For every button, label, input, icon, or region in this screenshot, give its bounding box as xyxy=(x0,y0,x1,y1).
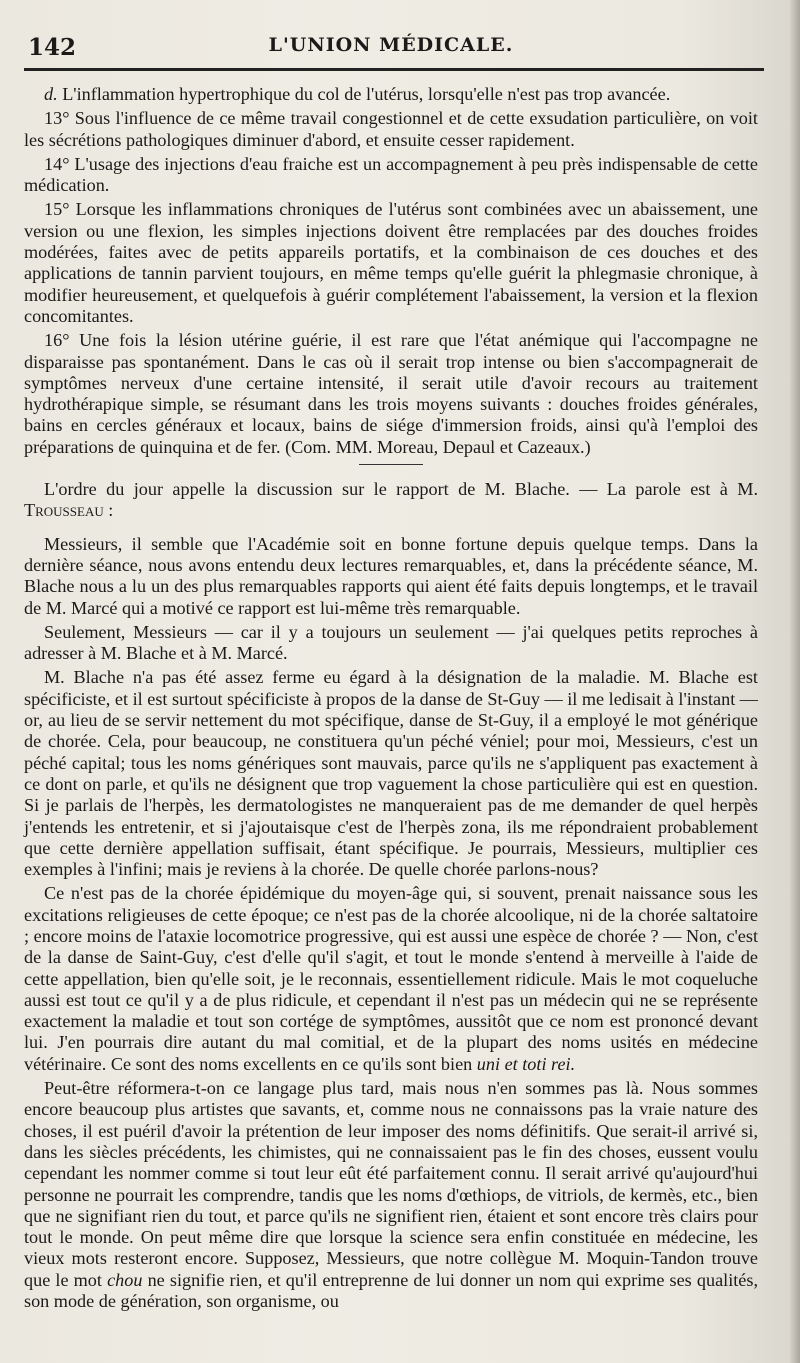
italic-word: chou xyxy=(107,1269,143,1290)
page-number: 142 xyxy=(28,34,77,61)
speech-paragraph-4 xyxy=(24,883,758,1075)
paragraph-14: 14° L'usage des injections d'eau fraiche est un accompagnement à peu près indispensable de cette médication. xyxy=(24,153,758,196)
closing-paragraph xyxy=(24,1078,758,1312)
paragraph-text: L'inflammation hypertrophique du col de l'utérus, lorsqu'elle n'est pas trop avancée. xyxy=(57,84,671,104)
agenda-end: : xyxy=(103,500,114,521)
section-separator xyxy=(359,464,423,465)
page-header xyxy=(24,28,758,68)
page-edge-shadow xyxy=(790,0,800,1363)
item-label-d: d. xyxy=(44,84,58,104)
agenda-text: L'ordre du jour appelle la discussion sur le rapport de M. Blache. — La parole est à M. xyxy=(44,479,758,500)
speech-paragraph-3: M. Blache n'a pas été assez ferme eu égard à la désignation de la maladie. M. Blache est spécificiste, et il est surtout spécificiste à propos de la danse de St-Guy — il me ledisait à l'instant — or, au lieu de se servir nettement du mot spécifique, danse de St-Guy, il a employé le mot générique de chorée. Cela, pour beaucoup, ne constituera qu'un péché véniel; pour moi, Messieurs, c'est un péché capital; tous les noms génériques sont mauvais, parce qu'ils ne s'appliquent pas exactement à ce dont on parle, et qu'ils ne désignent que trop vaguement la chose particulière qui est en question. Si je parlais de l'herpès, les dermatologistes ne manqueraient pas de me demander de quel herpès j'entends les entretenir, et si j'ajoutaisque c'est de l'herpès zona, ils me répondraient probablement que cette dernière appellation suffisait, étant spécifique. Je pourrais, Messieurs, multiplier ces exemples à l'infini; mais je reviens à la chorée. De quelle chorée parlons-nous? xyxy=(24,667,758,880)
speech-paragraph-2: Seulement, Messieurs — car il y a toujours un seulement — j'ai quelques petits reproches à adresser à M. Blache et à M. Marcé. xyxy=(24,621,758,664)
speaker-name: Trousseau xyxy=(24,500,104,521)
header-rule xyxy=(24,68,764,71)
running-title: L'UNION MÉDICALE. xyxy=(268,34,514,56)
closing-text-start: Peut-être réformera-t-on ce langage plus tard, mais nous n'en sommes pas là. Nous sommes encore beaucoup plus artistes que savants, et, comme nous ne connaissons pas la vraie nature des choses, il est puéril d'avoir la prétention de leur imposer des noms définitifs. Que serait-il arrivé si, dans les siècles précédents, les chimistes, qui ne connaissaient pas le fin des choses, eussent voulu cependant les nommer comme si tout leur eût été parfaitement connu. Il serait arrivé qu'aujourd'hui personne ne pourrait les comprendre, tandis que les noms d'œthiops, de vitriols, de kermès, etc., bien que ne signifiant rien du tout, et parce qu'ils ne signifient rien, étaient et sont encore très clairs pour tout le monde. On peut même dire que lorsque la science sera enfin constituée en médecine, les vieux mots resteront encore. Supposez, Messieurs, que notre collègue M. Moquin-Tandon trouve que le mot xyxy=(24,1078,758,1290)
closing-text-end: ne signifie rien, et qu'il entreprenne de lui donner un nom qui exprime ses qualités, son mode de génération, son organisme, ou xyxy=(24,1269,759,1312)
speech-paragraph-1: Messieurs, il semble que l'Académie soit en bonne fortune depuis quelque temps. Dans la dernière séance, nous avons entendu deux lectures remarquables, et, dans la précédente séance, M. Blache nous a lu un des plus remarquables rapports qui aient été faits depuis longtemps, et le travail de M. Marcé qui a motivé ce rapport est lui-même très remarquable. xyxy=(24,533,758,618)
agenda-paragraph xyxy=(24,479,758,522)
speech-text: Ce n'est pas de la chorée épidémique du moyen-âge qui, si souvent, prenait naissance sous les excitations religieuses de cette époque; ce n'est pas de la chorée alcoolique, ni de la chorée saltatoire ; encore moins de l'ataxie locomotrice progressive, qui est aussi une espèce de chorée ? — Non, c'est de la danse de Saint-Guy, c'est d'elle qu'il s'agit, et tout le monde s'entend à merveille à l'aide de cette appellation, bien qu'elle soit, je le reconnais, essentiellement ridicule. Mais le mot coqueluche aussi est tout ce qu'il y a de plus ridicule, et cependant il n'est pas un médecin qui ne se représente exactement la maladie et tout son cortége de symptômes, aussitôt que ce nom est prononcé devant lui. J'en pourrais dire autant du mal comitial, et de la plupart des noms usités en médecine vétérinaire. Ce sont des noms excellents en ce qu'ils sont bien xyxy=(24,883,758,1074)
paragraph-d xyxy=(24,84,758,105)
paragraph-16: 16° Une fois la lésion utérine guérie, il est rare que l'état anémique qui l'accompagne ne disparaisse pas spontanément. Dans le cas où il serait trop intense ou bien s'accompagnerait de symptômes nerveux d'une certaine intensité, il serait utile d'avoir recours au traitement hydrothérapique simple, se résumant dans les trois moyens suivants : douches froides générales, bains en cercles généraux et locaux, bains de siége d'immersion froids, ainsi qu'à l'emploi des préparations de quinquina et de fer. (Com. MM. Moreau, Depaul et Cazeaux.) xyxy=(24,330,758,457)
paragraph-15: 15° Lorsque les inflammations chroniques de l'utérus sont combinées avec un abaissement, une version ou une flexion, les simples injections doivent être remplacées par des douches froides modérées, faites avec de petits appareils portatifs, et la combinaison de ces douches et des applications de tannin parvient toujours, en même temps qu'elle guérit la phlegmasie chronique, à modifier heureusement, et quelquefois à guérir complétement l'abaissement, la version et la flexion concomitantes. xyxy=(24,199,758,326)
paragraph-13: 13° Sous l'influence de ce même travail congestionnel et de cette exsudation particulière, on voit les sécrétions pathologiques diminuer d'abord, et ensuite cesser rapidement. xyxy=(24,108,758,150)
article-body xyxy=(24,84,758,1315)
latin-phrase: uni et toti rei. xyxy=(476,1053,576,1074)
